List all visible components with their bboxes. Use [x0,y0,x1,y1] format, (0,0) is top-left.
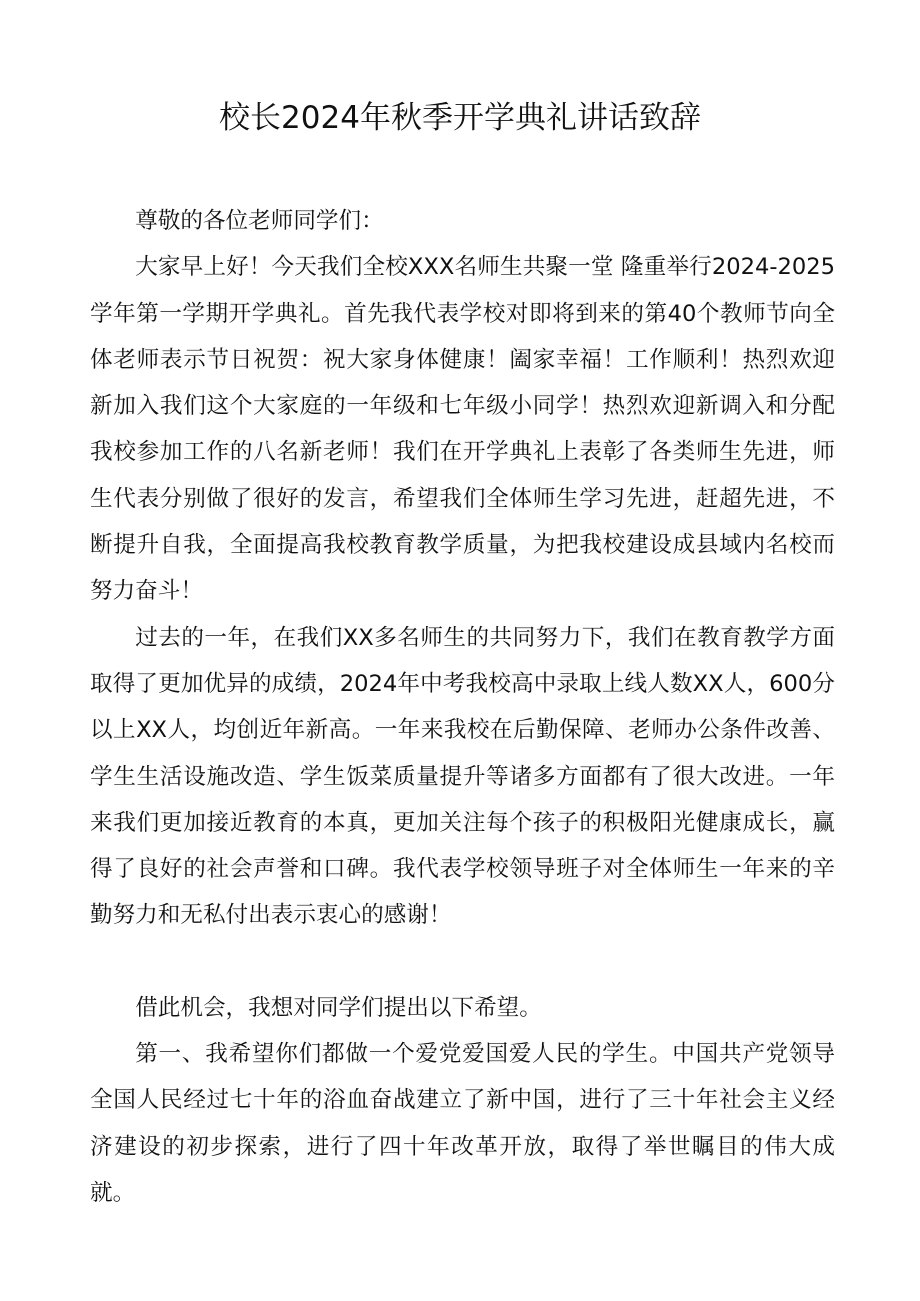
opening-paragraph: 大家早上好！今天我们全校XXX名师生共聚一堂 隆重举行2024-2025学年第一学期开学典礼。首先我代表学校对即将到来的第40个教师节向全体老师表示节日祝贺：祝大家身体健康！阖家幸福！工作顺利！热烈欢迎新加入我们这个大家庭的一年级和七年级小同学！热烈欢迎新调入和分配我校参加工作的八名新老师！我们在开学典礼上表彰了各类师生先进，师生代表分别做了很好的发言，希望我们全体师生学习先进，赶超先进，不断提升自我，全面提高我校教育教学质量，为把我校建设成县域内名校而努力奋斗！ [90,254,835,605]
salutation-paragraph: 尊敬的各位老师同学们： [135,208,384,234]
document-title: 校长2024年秋季开学典礼讲话致辞 [219,100,701,136]
hopes-intro-paragraph: 借此机会，我想对同学们提出以下希望。 [135,994,542,1021]
review-paragraph: 过去的一年，在我们XX多名师生的共同努力下，我们在教育教学方面取得了更加优异的成绩，2024年中考我校高中录取上线人数XX人，600分以上XX人，均创近年新高。一年来我校在后勤保障、老师办公条件改善、学生生活设施改造、学生饭菜质量提升等诸多方面都有了很大改进。一年来我们更加接近教育的本真，更加关注每个孩子的积极阳光健康成长，赢得了良好的社会声誉和口碑。我代表学校领导班子对全体师生一年来的辛勤努力和无私付出表示衷心的感谢！ [90,624,835,929]
first-hope-paragraph: 第一、我希望你们都做一个爱党爱国爱人民的学生。中国共产党领导全国人民经过七十年的浴血奋战建立了新中国，进行了三十年社会主义经济建设的初步探索，进行了四十年改革开放，取得了举世瞩目的伟大成就。 [90,1041,835,1206]
document-body [90,198,835,1216]
